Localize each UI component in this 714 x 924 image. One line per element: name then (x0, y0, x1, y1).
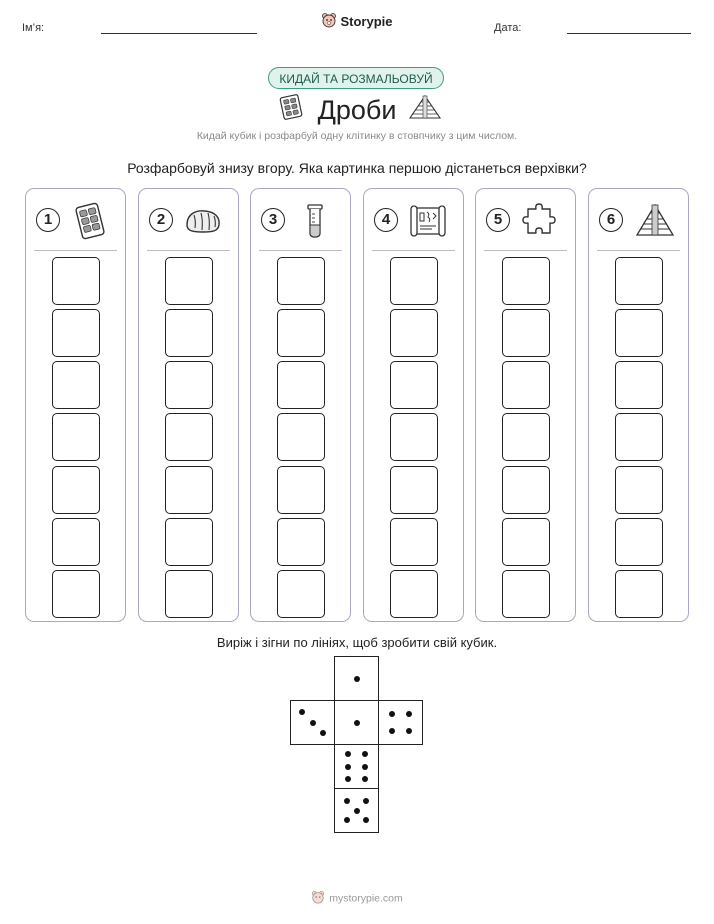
die-pip (354, 720, 360, 726)
color-cell[interactable] (277, 570, 325, 618)
die-pip (354, 676, 360, 682)
color-cell[interactable] (52, 413, 100, 461)
name-line[interactable] (101, 33, 257, 34)
color-cell[interactable] (390, 257, 438, 305)
footer-url[interactable]: mystorypie.com (329, 892, 403, 905)
color-cell[interactable] (502, 518, 550, 566)
color-cell[interactable] (502, 309, 550, 357)
cut-instruction: Виріж і зігни по лініях, щоб зробити свій кубик. (216, 635, 498, 650)
column-number: 3 (261, 208, 285, 232)
color-cell[interactable] (615, 257, 663, 305)
die-face-5 (334, 788, 379, 833)
column-number: 5 (486, 208, 510, 232)
column-number: 6 (599, 208, 623, 232)
color-cell[interactable] (615, 466, 663, 514)
die-pip (345, 751, 351, 757)
die-pip (345, 776, 351, 782)
color-cell[interactable] (165, 309, 213, 357)
color-cell[interactable] (277, 361, 325, 409)
column-divider (597, 250, 680, 251)
storypie-bear-icon (311, 890, 325, 907)
column-1 (25, 188, 126, 622)
column-6 (588, 188, 689, 622)
color-cell[interactable] (390, 361, 438, 409)
puzzle-piece-icon (520, 201, 560, 241)
die-pip (299, 709, 305, 715)
column-3 (250, 188, 351, 622)
die-pip (363, 817, 369, 823)
activity-badge: КИДАЙ ТА РОЗМАЛЬОВУЙ (268, 67, 444, 89)
die-face-4 (378, 700, 423, 745)
die-pip (320, 730, 326, 736)
color-cell[interactable] (52, 361, 100, 409)
die-pip (344, 817, 350, 823)
color-cell[interactable] (390, 309, 438, 357)
column-divider (372, 250, 455, 251)
die-pip (345, 764, 351, 770)
color-cell[interactable] (615, 309, 663, 357)
color-cell[interactable] (615, 570, 663, 618)
color-cell[interactable] (277, 466, 325, 514)
die-face-3 (290, 700, 335, 745)
column-number: 4 (374, 208, 398, 232)
die-face-1 (334, 656, 379, 701)
die-face-1 (334, 700, 379, 745)
die-pip (362, 764, 368, 770)
column-5 (475, 188, 576, 622)
die-pip (362, 751, 368, 757)
color-cell[interactable] (390, 466, 438, 514)
color-cell[interactable] (165, 257, 213, 305)
die-pip (389, 711, 395, 717)
color-cell[interactable] (277, 413, 325, 461)
color-cell[interactable] (277, 257, 325, 305)
column-divider (259, 250, 342, 251)
die-pip (363, 798, 369, 804)
die-pip (362, 776, 368, 782)
column-divider (34, 250, 117, 251)
storypie-bear-icon (321, 12, 337, 31)
die-pip (344, 798, 350, 804)
name-label: Ім’я: (22, 22, 45, 34)
color-cell[interactable] (502, 361, 550, 409)
column-4 (363, 188, 464, 622)
die-pip (389, 728, 395, 734)
test-tube-icon (295, 201, 335, 241)
color-cell[interactable] (52, 257, 100, 305)
color-cell[interactable] (165, 570, 213, 618)
bread-loaf-icon (183, 201, 223, 241)
die-pip (406, 728, 412, 734)
die-pip (354, 808, 360, 814)
brand-logo (0, 12, 714, 31)
column-number: 1 (36, 208, 60, 232)
chocolate-bar-icon (70, 201, 110, 241)
column-divider (484, 250, 567, 251)
color-cell[interactable] (165, 413, 213, 461)
color-cell[interactable] (390, 413, 438, 461)
die-pip (310, 720, 316, 726)
column-divider (147, 250, 230, 251)
die-pip (406, 711, 412, 717)
color-cell[interactable] (502, 257, 550, 305)
color-cell[interactable] (390, 570, 438, 618)
papyrus-scroll-icon (408, 201, 448, 241)
color-cell[interactable] (52, 518, 100, 566)
color-cell[interactable] (502, 570, 550, 618)
color-cell[interactable] (502, 413, 550, 461)
color-cell[interactable] (615, 518, 663, 566)
instruction-text: Розфарбовуй знизу вгору. Яка картинка першою дістанеться верхівки? (127, 160, 587, 176)
date-label: Дата: (494, 22, 522, 34)
brand-name: Storypie (340, 14, 393, 29)
color-cell[interactable] (615, 361, 663, 409)
pyramid-icon (633, 201, 673, 241)
color-cell[interactable] (52, 570, 100, 618)
color-cell[interactable] (502, 466, 550, 514)
column-number: 2 (149, 208, 173, 232)
column-2 (138, 188, 239, 622)
color-cell[interactable] (165, 518, 213, 566)
color-cell[interactable] (277, 309, 325, 357)
pyramid-icon (407, 93, 443, 121)
color-cell[interactable] (52, 309, 100, 357)
footer (0, 890, 714, 907)
page-title: Дроби (317, 95, 397, 125)
die-face-6 (334, 744, 379, 789)
color-cell[interactable] (165, 466, 213, 514)
color-cell[interactable] (277, 518, 325, 566)
color-cell[interactable] (390, 518, 438, 566)
color-cell[interactable] (615, 413, 663, 461)
color-cell[interactable] (165, 361, 213, 409)
date-line[interactable] (567, 33, 691, 34)
subtitle: Кидай кубик і розфарбуй одну клітинку в стовпчику з цим числом. (196, 130, 518, 142)
color-cell[interactable] (52, 466, 100, 514)
